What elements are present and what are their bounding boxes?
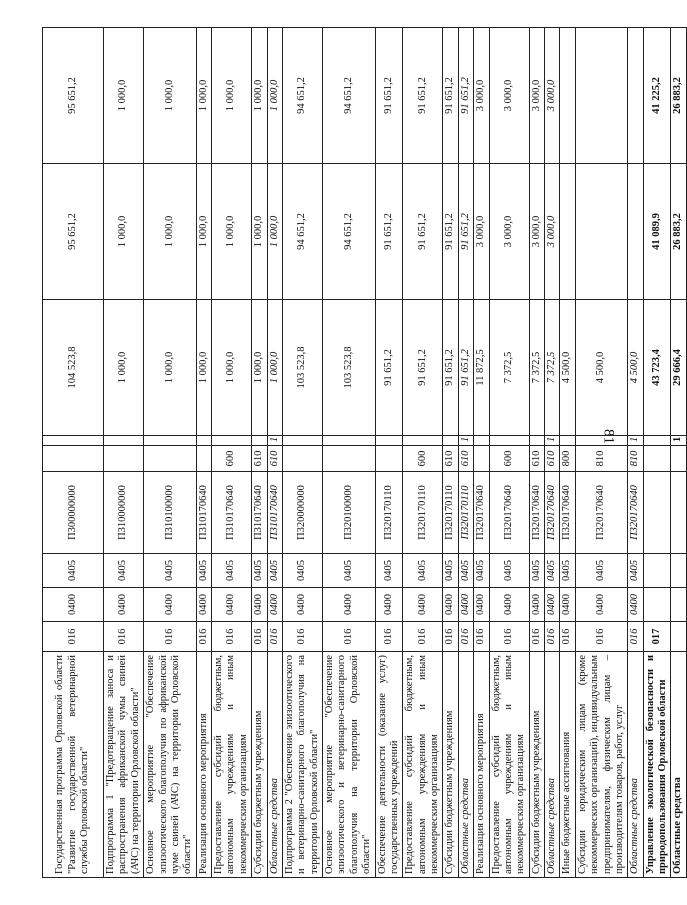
table-row [529, 28, 544, 878]
grbs-code-cell: 016 [474, 622, 489, 652]
budget-table [42, 27, 687, 878]
budget-table-container [42, 28, 684, 878]
row-name-cell: Управление экологической безопасности и природопользования Орловской области [643, 652, 671, 878]
row-name-cell: Областные средства [628, 652, 643, 878]
fund-flag-cell [643, 436, 671, 446]
section-code-cell: 0400 [545, 588, 560, 622]
target-article-cell: П320170640 [489, 472, 529, 554]
table-row [671, 28, 686, 878]
section-code-cell: 0400 [212, 588, 252, 622]
amount-year-1-cell: 91 651,2 [375, 300, 403, 436]
amount-year-3-cell: 91 651,2 [375, 28, 403, 164]
amount-year-1-cell: 7 372,5 [529, 300, 544, 436]
amount-year-2-cell: 1 000,0 [104, 164, 144, 300]
amount-year-2-cell: 91 651,2 [443, 164, 458, 300]
table-row [443, 28, 458, 878]
amount-year-3-cell: 95 651,2 [43, 28, 104, 164]
expense-type-cell [643, 446, 671, 472]
subsection-code-cell: 0405 [212, 554, 252, 588]
section-code-cell: 0400 [144, 588, 197, 622]
row-name-cell: Основное мероприятие "Обеспечение эпизоотического и ветеринарно-санитарного благополучия на территории Орловской области" [323, 652, 376, 878]
grbs-code-cell: 016 [560, 622, 575, 652]
section-code-cell: 0400 [375, 588, 403, 622]
target-article-cell: П320100000 [323, 472, 376, 554]
amount-year-3-cell: 91 651,2 [403, 28, 443, 164]
amount-year-1-cell: 103 523,8 [282, 300, 322, 436]
expense-type-cell [323, 446, 376, 472]
subsection-code-cell: 0405 [104, 554, 144, 588]
expense-type-cell [104, 446, 144, 472]
grbs-code-cell: 016 [43, 622, 104, 652]
amount-year-2-cell: 1 000,0 [212, 164, 252, 300]
expense-type-cell: 800 [560, 446, 575, 472]
subsection-code-cell: 0405 [282, 554, 322, 588]
amount-year-3-cell: 94 651,2 [323, 28, 376, 164]
table-row [628, 28, 643, 878]
fund-flag-cell: 1 [545, 436, 560, 446]
table-row [375, 28, 403, 878]
expense-type-cell: 600 [212, 446, 252, 472]
fund-flag-cell [144, 436, 197, 446]
table-row [403, 28, 443, 878]
fund-flag-cell: 1 [671, 436, 686, 446]
subsection-code-cell: 0405 [443, 554, 458, 588]
grbs-code-cell: 016 [267, 622, 282, 652]
grbs-code-cell: 016 [375, 622, 403, 652]
amount-year-3-cell: 26 883,2 [671, 28, 686, 164]
subsection-code-cell: 0405 [575, 554, 628, 588]
target-article-cell: П310170640 [252, 472, 267, 554]
subsection-code-cell [671, 554, 686, 588]
row-name-cell: Субсидии бюджетным учреждениям [443, 652, 458, 878]
table-row [643, 28, 671, 878]
fund-flag-cell: 1 [628, 436, 643, 446]
grbs-code-cell: 016 [443, 622, 458, 652]
table-row [252, 28, 267, 878]
grbs-code-cell: 016 [323, 622, 376, 652]
section-code-cell: 0400 [267, 588, 282, 622]
fund-flag-cell [43, 436, 104, 446]
amount-year-1-cell: 91 651,2 [443, 300, 458, 436]
amount-year-1-cell: 4 500,0 [575, 300, 628, 436]
subsection-code-cell: 0405 [474, 554, 489, 588]
amount-year-1-cell: 1 000,0 [196, 300, 211, 436]
section-code-cell: 0400 [575, 588, 628, 622]
row-name-cell: Предоставление субсидий бюджетным, автономным учреждениям и иным некоммерческим организациям [489, 652, 529, 878]
grbs-code-cell: 016 [196, 622, 211, 652]
fund-flag-cell [196, 436, 211, 446]
subsection-code-cell: 0405 [560, 554, 575, 588]
grbs-code-cell: 016 [458, 622, 473, 652]
target-article-cell [643, 472, 671, 554]
expense-type-cell: 810 [628, 446, 643, 472]
target-article-cell: П320170640 [474, 472, 489, 554]
section-code-cell: 0400 [323, 588, 376, 622]
amount-year-2-cell: 94 651,2 [282, 164, 322, 300]
fund-flag-cell [282, 436, 322, 446]
target-article-cell: П320170110 [443, 472, 458, 554]
fund-flag-cell [529, 436, 544, 446]
amount-year-2-cell: 1 000,0 [252, 164, 267, 300]
table-row [196, 28, 211, 878]
expense-type-cell: 610 [267, 446, 282, 472]
amount-year-1-cell: 1 000,0 [144, 300, 197, 436]
expense-type-cell [144, 446, 197, 472]
section-code-cell: 0400 [104, 588, 144, 622]
grbs-code-cell: 016 [575, 622, 628, 652]
target-article-cell: П320170110 [375, 472, 403, 554]
subsection-code-cell [643, 554, 671, 588]
subsection-code-cell: 0405 [252, 554, 267, 588]
grbs-code-cell: 016 [282, 622, 322, 652]
row-name-cell: Областные средства [267, 652, 282, 878]
grbs-code-cell: 016 [628, 622, 643, 652]
table-row [474, 28, 489, 878]
amount-year-2-cell: 91 651,2 [375, 164, 403, 300]
grbs-code-cell: 016 [212, 622, 252, 652]
amount-year-1-cell: 103 523,8 [323, 300, 376, 436]
amount-year-1-cell: 1 000,0 [212, 300, 252, 436]
expense-type-cell: 600 [403, 446, 443, 472]
amount-year-2-cell: 1 000,0 [196, 164, 211, 300]
grbs-code-cell: 016 [252, 622, 267, 652]
table-row [545, 28, 560, 878]
amount-year-1-cell: 1 000,0 [252, 300, 267, 436]
fund-flag-cell: 1 [458, 436, 473, 446]
section-code-cell: 0400 [196, 588, 211, 622]
target-article-cell: П310170640 [196, 472, 211, 554]
grbs-code-cell: 017 [643, 622, 671, 652]
amount-year-2-cell: 94 651,2 [323, 164, 376, 300]
table-row [267, 28, 282, 878]
amount-year-2-cell [575, 164, 628, 300]
target-article-cell: П310000000 [104, 472, 144, 554]
section-code-cell: 0400 [443, 588, 458, 622]
row-name-cell: Реализация основного мероприятия [474, 652, 489, 878]
amount-year-3-cell: 3 000,0 [545, 28, 560, 164]
fund-flag-cell [474, 436, 489, 446]
target-article-cell: П310100000 [144, 472, 197, 554]
row-name-cell: Реализация основного мероприятия [196, 652, 211, 878]
amount-year-3-cell: 1 000,0 [212, 28, 252, 164]
table-row [560, 28, 575, 878]
fund-flag-cell [575, 436, 628, 446]
table-row [104, 28, 144, 878]
row-name-cell: Областные средства [458, 652, 473, 878]
expense-type-cell: 600 [489, 446, 529, 472]
amount-year-1-cell: 1 000,0 [104, 300, 144, 436]
table-row [282, 28, 322, 878]
subsection-code-cell: 0405 [267, 554, 282, 588]
expense-type-cell: 810 [575, 446, 628, 472]
table-row [458, 28, 473, 878]
target-article-cell: П320170640 [628, 472, 643, 554]
expense-type-cell [282, 446, 322, 472]
target-article-cell: П320170640 [575, 472, 628, 554]
subsection-code-cell: 0405 [144, 554, 197, 588]
section-code-cell: 0400 [458, 588, 473, 622]
page-number: 81 [600, 429, 617, 444]
expense-type-cell: 610 [529, 446, 544, 472]
amount-year-3-cell: 1 000,0 [104, 28, 144, 164]
amount-year-3-cell: 41 225,2 [643, 28, 671, 164]
amount-year-3-cell: 1 000,0 [252, 28, 267, 164]
table-row [212, 28, 252, 878]
amount-year-2-cell: 91 651,2 [403, 164, 443, 300]
amount-year-1-cell: 4 500,0 [560, 300, 575, 436]
subsection-code-cell: 0405 [375, 554, 403, 588]
table-row [144, 28, 197, 878]
section-code-cell: 0400 [474, 588, 489, 622]
grbs-code-cell: 016 [104, 622, 144, 652]
expense-type-cell [474, 446, 489, 472]
row-name-cell: Иные бюджетные ассигнования [560, 652, 575, 878]
row-name-cell: Подпрограмма 2 "Обеспечение эпизоотического и ветеринарно-санитарного благополучия на территории Орловской области" [282, 652, 322, 878]
amount-year-3-cell: 3 000,0 [529, 28, 544, 164]
amount-year-1-cell: 29 666,4 [671, 300, 686, 436]
row-name-cell: Подпрограмма 1 "Предотвращение заноса и распространения африканской чумы свиней (АЧС) на территории Орловской области" [104, 652, 144, 878]
amount-year-3-cell: 94 651,2 [282, 28, 322, 164]
subsection-code-cell: 0405 [458, 554, 473, 588]
table-row [43, 28, 104, 878]
expense-type-cell [196, 446, 211, 472]
amount-year-2-cell: 91 651,2 [458, 164, 473, 300]
target-article-cell [671, 472, 686, 554]
amount-year-2-cell: 3 000,0 [529, 164, 544, 300]
amount-year-2-cell: 3 000,0 [474, 164, 489, 300]
amount-year-3-cell: 1 000,0 [267, 28, 282, 164]
amount-year-3-cell: 91 651,2 [458, 28, 473, 164]
amount-year-2-cell: 3 000,0 [545, 164, 560, 300]
row-name-cell: Областные средства [671, 652, 686, 878]
amount-year-2-cell: 41 089,9 [643, 164, 671, 300]
subsection-code-cell: 0405 [628, 554, 643, 588]
amount-year-2-cell [560, 164, 575, 300]
expense-type-cell: 610 [458, 446, 473, 472]
amount-year-3-cell [575, 28, 628, 164]
amount-year-2-cell: 95 651,2 [43, 164, 104, 300]
section-code-cell: 0400 [560, 588, 575, 622]
row-name-cell: Субсидии бюджетным учреждениям [529, 652, 544, 878]
amount-year-3-cell: 3 000,0 [474, 28, 489, 164]
amount-year-3-cell [560, 28, 575, 164]
amount-year-1-cell: 43 723,4 [643, 300, 671, 436]
section-code-cell: 0400 [252, 588, 267, 622]
section-code-cell: 0400 [489, 588, 529, 622]
expense-type-cell [671, 446, 686, 472]
section-code-cell: 0400 [529, 588, 544, 622]
row-name-cell: Субсидии бюджетным учреждениям [252, 652, 267, 878]
section-code-cell: 0400 [628, 588, 643, 622]
fund-flag-cell [104, 436, 144, 446]
section-code-cell [643, 588, 671, 622]
amount-year-1-cell: 7 372,5 [545, 300, 560, 436]
target-article-cell: П310170640 [267, 472, 282, 554]
target-article-cell: П320170110 [458, 472, 473, 554]
amount-year-1-cell: 1 000,0 [267, 300, 282, 436]
subsection-code-cell: 0405 [196, 554, 211, 588]
row-name-cell: Обеспечение деятельности (оказание услуг) государственных учреждений [375, 652, 403, 878]
amount-year-2-cell: 1 000,0 [144, 164, 197, 300]
row-name-cell: Субсидии юридическим лицам (кроме некоммерческих организаций), индивидуальным предпринимателям, физическим лицам – производителям товаров, работ, услуг [575, 652, 628, 878]
subsection-code-cell: 0405 [529, 554, 544, 588]
expense-type-cell [43, 446, 104, 472]
amount-year-3-cell: 1 000,0 [144, 28, 197, 164]
row-name-cell: Государственная программа Орловской области "Развитие государственной ветеринарной службы Орловской области" [43, 652, 104, 878]
grbs-code-cell: 016 [144, 622, 197, 652]
row-name-cell: Областные средства [545, 652, 560, 878]
amount-year-1-cell: 4 500,0 [628, 300, 643, 436]
fund-flag-cell [375, 436, 403, 446]
amount-year-2-cell: 3 000,0 [489, 164, 529, 300]
amount-year-2-cell: 26 883,2 [671, 164, 686, 300]
expense-type-cell [375, 446, 403, 472]
target-article-cell: П320000000 [282, 472, 322, 554]
section-code-cell: 0400 [282, 588, 322, 622]
amount-year-2-cell: 1 000,0 [267, 164, 282, 300]
fund-flag-cell [489, 436, 529, 446]
subsection-code-cell: 0405 [545, 554, 560, 588]
target-article-cell: П300000000 [43, 472, 104, 554]
fund-flag-cell: 1 [267, 436, 282, 446]
table-row [575, 28, 628, 878]
amount-year-3-cell: 3 000,0 [489, 28, 529, 164]
table-row [489, 28, 529, 878]
grbs-code-cell: 016 [489, 622, 529, 652]
section-code-cell [671, 588, 686, 622]
amount-year-3-cell: 91 651,2 [443, 28, 458, 164]
fund-flag-cell [323, 436, 376, 446]
row-name-cell: Предоставление субсидий бюджетным, автономным учреждениям и иным некоммерческим организациям [212, 652, 252, 878]
row-name-cell: Предоставление субсидий бюджетным, автономным учреждениям и иным некоммерческим организациям [403, 652, 443, 878]
grbs-code-cell: 016 [529, 622, 544, 652]
subsection-code-cell: 0405 [489, 554, 529, 588]
amount-year-3-cell [628, 28, 643, 164]
section-code-cell: 0400 [403, 588, 443, 622]
fund-flag-cell [403, 436, 443, 446]
amount-year-1-cell: 104 523,8 [43, 300, 104, 436]
expense-type-cell: 610 [545, 446, 560, 472]
subsection-code-cell: 0405 [323, 554, 376, 588]
fund-flag-cell [560, 436, 575, 446]
subsection-code-cell: 0405 [43, 554, 104, 588]
amount-year-1-cell: 7 372,5 [489, 300, 529, 436]
table-row [323, 28, 376, 878]
expense-type-cell: 610 [252, 446, 267, 472]
target-article-cell: П320170640 [545, 472, 560, 554]
section-code-cell: 0400 [43, 588, 104, 622]
amount-year-1-cell: 11 872,5 [474, 300, 489, 436]
fund-flag-cell [443, 436, 458, 446]
target-article-cell: П320170110 [403, 472, 443, 554]
subsection-code-cell: 0405 [403, 554, 443, 588]
grbs-code-cell: 016 [545, 622, 560, 652]
grbs-code-cell: 016 [403, 622, 443, 652]
grbs-code-cell [671, 622, 686, 652]
amount-year-1-cell: 91 651,2 [458, 300, 473, 436]
expense-type-cell: 610 [443, 446, 458, 472]
row-name-cell: Основное мероприятие "Обеспечение эпизоотического благополучия по африканской чуме свиней (АЧС) на территории Орловской области" [144, 652, 197, 878]
amount-year-2-cell [628, 164, 643, 300]
amount-year-1-cell: 91 651,2 [403, 300, 443, 436]
amount-year-3-cell: 1 000,0 [196, 28, 211, 164]
target-article-cell: П310170640 [212, 472, 252, 554]
fund-flag-cell [212, 436, 252, 446]
fund-flag-cell [252, 436, 267, 446]
target-article-cell: П320170640 [529, 472, 544, 554]
target-article-cell: П320170640 [560, 472, 575, 554]
